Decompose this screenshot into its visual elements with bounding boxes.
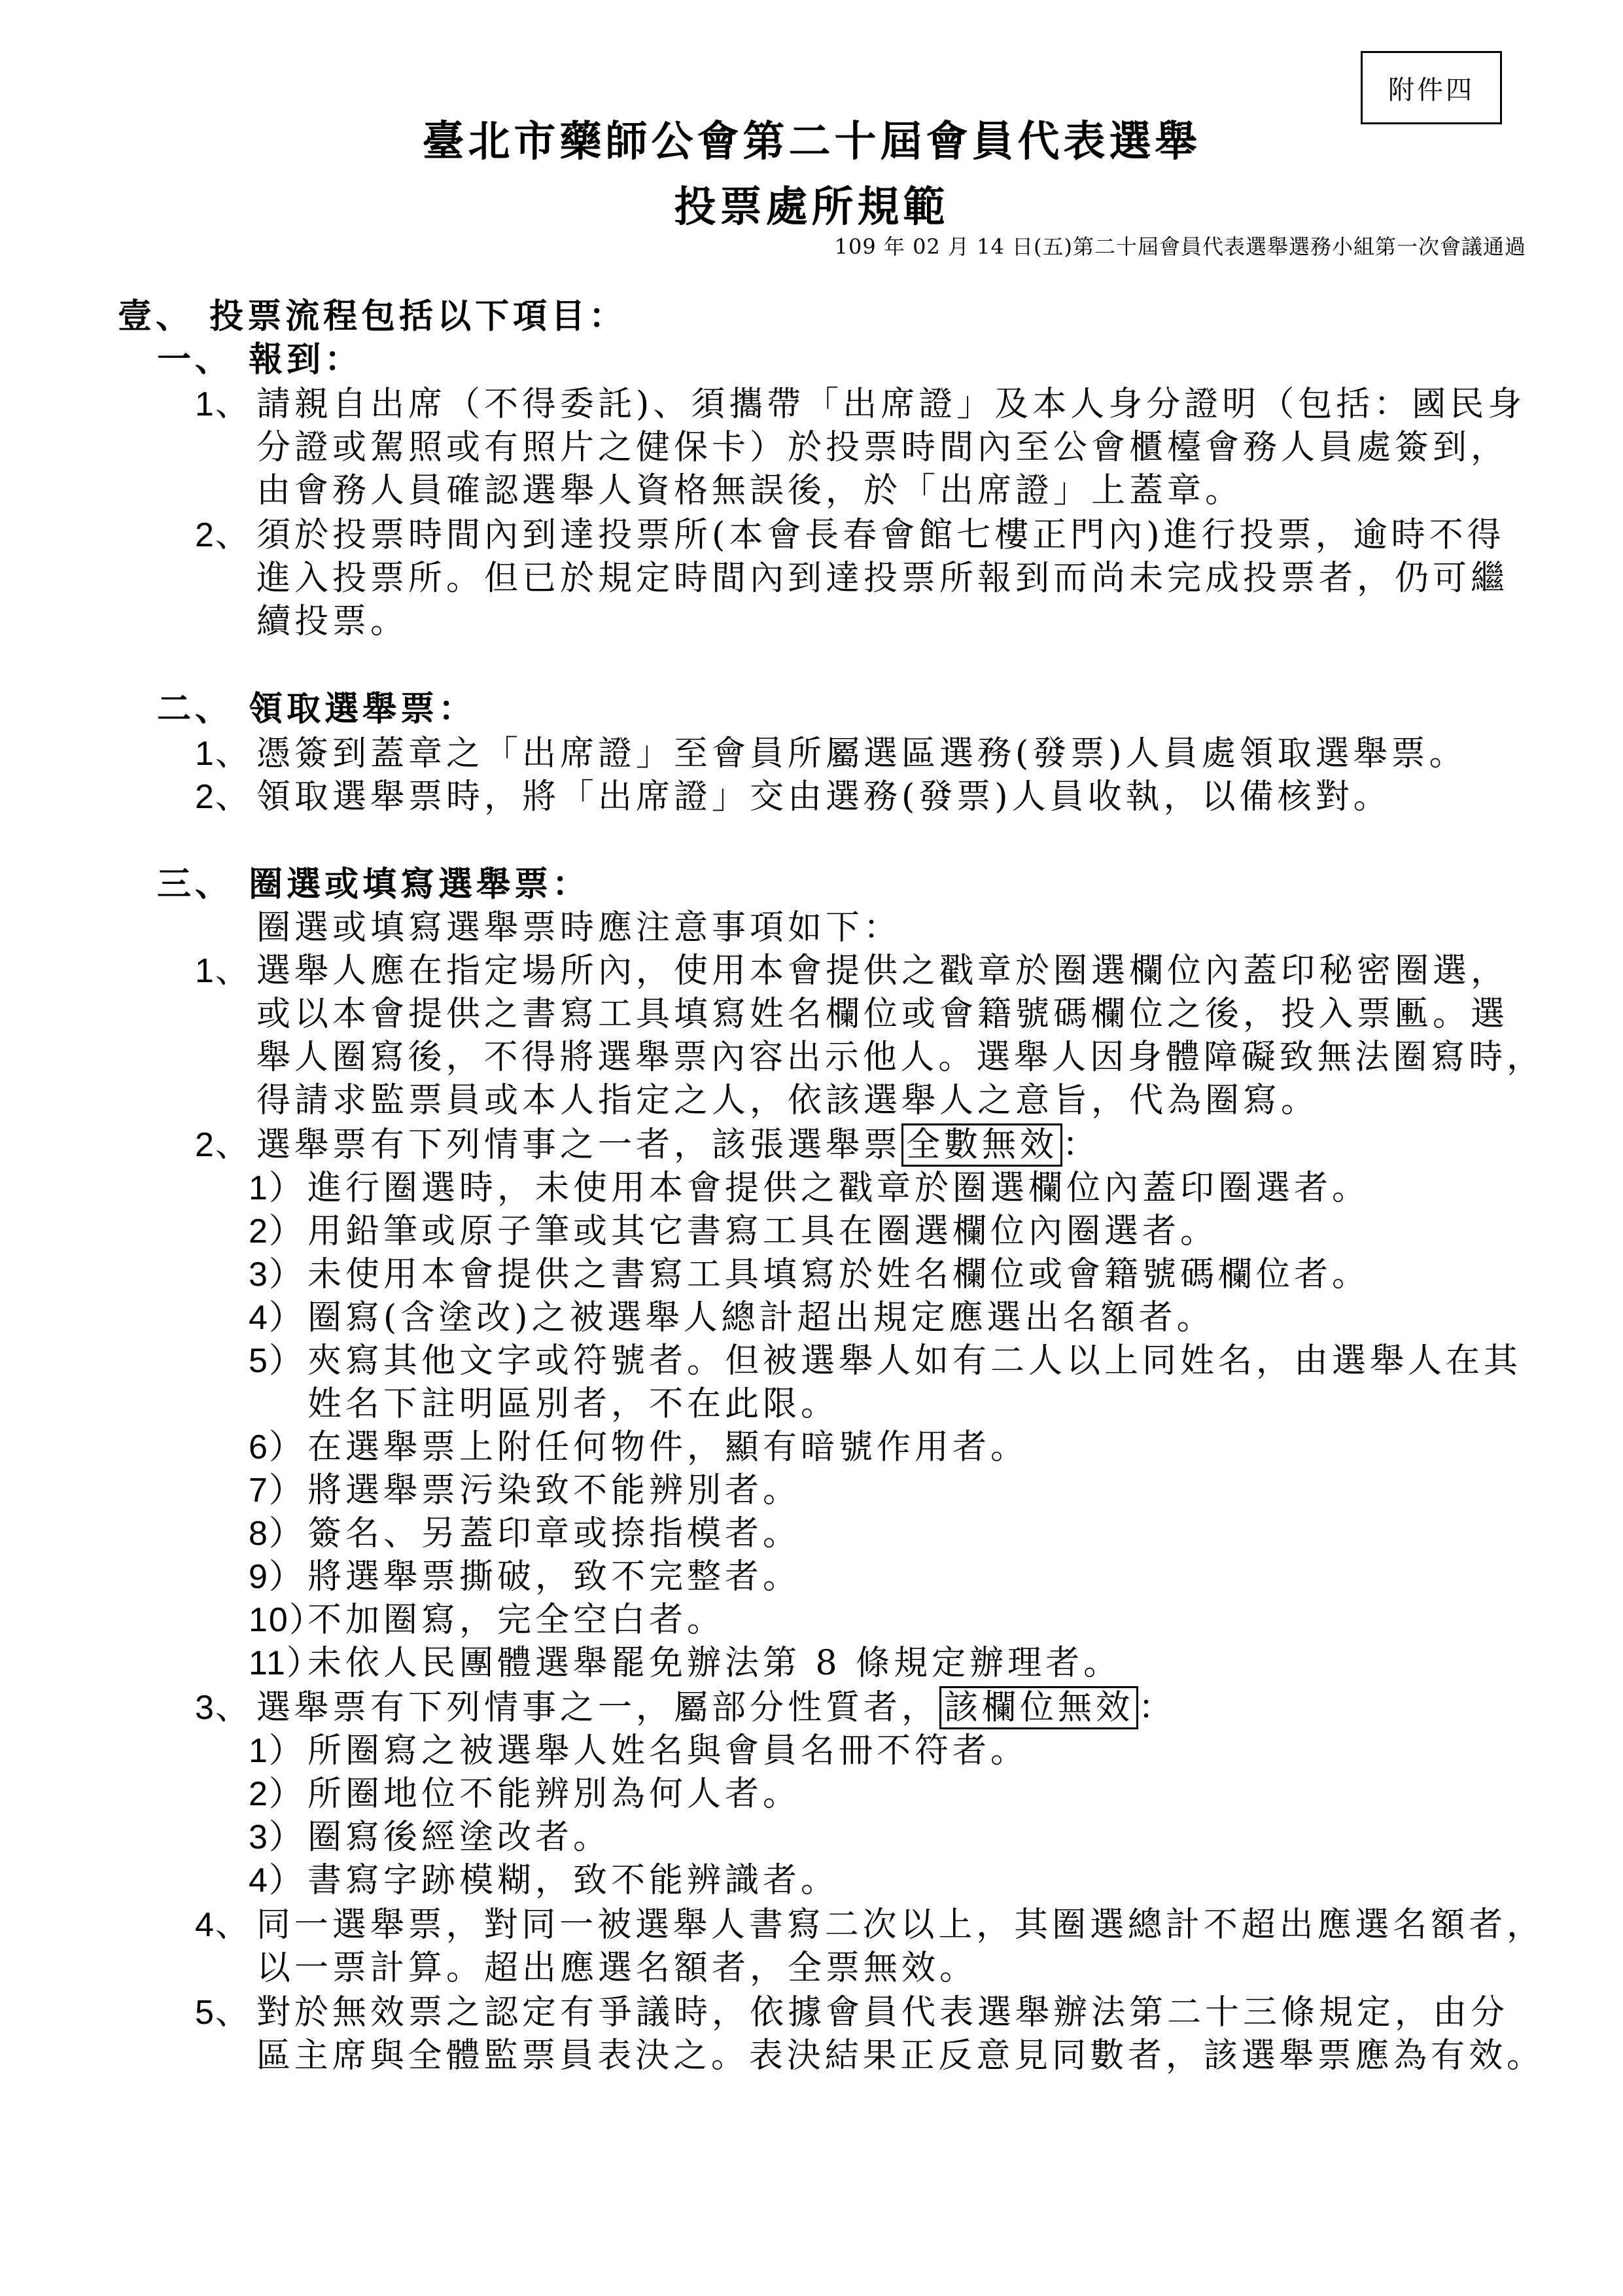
section-1-heading: 一、 報到： <box>157 340 363 380</box>
s3-item-2-text <box>256 1124 1100 1166</box>
invalid-item-text: 未依人民團體選舉罷免辦法第 8 條規定辦理者。 <box>307 1644 1122 1683</box>
s3-item-3-text <box>256 1687 1176 1729</box>
invalid-item-9 <box>249 1556 801 1598</box>
s3-item-2-pre: 選舉票有下列情事之一者，該張選舉票 <box>256 1125 902 1165</box>
s3-item-1-line-4: 得請求監票員或本人指定之人，依該選舉人之意旨，代為圈寫。 <box>256 1081 1319 1120</box>
invalid-item-8 <box>249 1513 801 1555</box>
s3-item-3-number: 3、 <box>195 1689 251 1727</box>
invalid-item-text: 用鉛筆或原子筆或其它書寫工具在圈選欄位內圈選者。 <box>307 1212 1219 1251</box>
all-invalid-box: 全數無效 <box>901 1123 1062 1167</box>
invalid-item-number: 1） <box>249 1169 304 1207</box>
section-3-heading: 三、 圈選或填寫選舉票： <box>157 865 591 904</box>
invalid-item-text: 姓名下註明區別者，不在此限。 <box>307 1385 839 1424</box>
invalid-item-5 <box>249 1340 1522 1382</box>
invalid-item-text: 進行圈選時，未使用本會提供之戳章於圈選欄位內蓋印圈選者。 <box>307 1169 1370 1208</box>
partial-item-1 <box>249 1730 1028 1772</box>
document-subtitle: 投票處所規範 <box>674 183 949 232</box>
invalid-item-number: 11） <box>249 1644 322 1682</box>
s3-item-5-line-1: 對於無效票之認定有爭議時，依據會員代表選舉辦法第二十三條規定，由分 <box>256 1993 1509 2032</box>
partial-item-4 <box>249 1860 839 1901</box>
s3-item-2-number: 2、 <box>195 1126 251 1164</box>
s1-item-2-line-3: 續投票。 <box>256 602 409 641</box>
partial-item-text: 所圈地位不能辨別為何人者。 <box>307 1775 801 1814</box>
s3-item-3-post: ： <box>1138 1688 1177 1727</box>
invalid-item-2 <box>249 1210 1218 1252</box>
attachment-label: 附件四 <box>1361 51 1502 124</box>
partial-item-number: 3） <box>249 1818 304 1856</box>
s1-item-2-number: 2、 <box>195 516 251 554</box>
section-2-heading: 二、 領取選舉票： <box>157 690 477 729</box>
partial-item-text: 所圈寫之被選舉人姓名與會員名冊不符者。 <box>307 1731 1029 1771</box>
s1-item-2-line-2: 進入投票所。但已於規定時間內到達投票所報到而尚未完成投票者，仍可繼 <box>256 559 1509 598</box>
invalid-item-number: 6） <box>249 1428 304 1466</box>
partial-item-text: 書寫字跡模糊，致不能辨識者。 <box>307 1861 839 1900</box>
invalid-item-number: 4） <box>249 1299 304 1337</box>
invalid-item-number: 5） <box>249 1342 304 1380</box>
invalid-item-number: 3） <box>249 1256 304 1294</box>
s3-item-5-number: 5、 <box>195 1994 251 2032</box>
invalid-item-3 <box>249 1254 1370 1296</box>
s1-item-1-line-2: 分證或駕照或有照片之健保卡）於投票時間內至公會櫃檯會務人員處簽到， <box>256 428 1509 467</box>
invalid-item-text: 不加圈寫，完全空白者。 <box>307 1600 725 1640</box>
partial-item-3 <box>249 1816 611 1858</box>
invalid-item-number: 10） <box>249 1601 324 1639</box>
invalid-item-6 <box>249 1426 1028 1468</box>
invalid-item-text: 未使用本會提供之書寫工具填寫於姓名欄位或會籍號碼欄位者。 <box>307 1255 1370 1294</box>
s3-intro: 圈選或填寫選舉票時應注意事項如下： <box>256 908 902 947</box>
s3-item-1-line-1: 選舉人應在指定場所內，使用本會提供之戳章於圈選欄位內蓋印秘密圈選， <box>256 951 1509 991</box>
invalid-item-text: 簽名、另蓋印章或捺指模者。 <box>307 1514 801 1553</box>
invalid-item-number: 8） <box>249 1515 304 1553</box>
invalid-item-11 <box>249 1642 1121 1684</box>
s1-item-1-line-1: 請親自出席（不得委託)、須攜帶「出席證」及本人身分證明（包括：國民身 <box>256 385 1526 424</box>
s1-item-1-line-3: 由會務人員確認選舉人資格無誤後，於「出席證」上蓋章。 <box>256 471 1244 510</box>
invalid-item-number: 9） <box>249 1558 304 1596</box>
invalid-item-text: 在選舉票上附任何物件，顯有暗號作用者。 <box>307 1428 1029 1467</box>
invalid-item-number: 2） <box>249 1212 304 1250</box>
s2-item-2-number: 2、 <box>195 778 251 816</box>
s3-item-4-line-1: 同一選舉票，對同一被選舉人書寫二次以上，其圈選總計不超出應選名額者， <box>256 1905 1545 1945</box>
s2-item-2-line-1: 領取選舉票時，將「出席證」交由選務(發票)人員收執，以備核對。 <box>256 777 1391 817</box>
invalid-item-5-cont <box>249 1383 839 1425</box>
s2-item-1-line-1: 憑簽到蓋章之「出席證」至會員所屬選區選務(發票)人員處領取選舉票。 <box>256 734 1467 773</box>
invalid-item-text: 圈寫(含塗改)之被選舉人總計超出規定應選出名額者。 <box>307 1298 1215 1337</box>
invalid-item-text: 將選舉票撕破，致不完整者。 <box>307 1557 801 1597</box>
document-title: 臺北市藥師公會第二十屆會員代表選舉 <box>422 118 1201 166</box>
s3-item-4-number: 4、 <box>195 1906 251 1944</box>
s3-item-2-post: ： <box>1062 1125 1101 1165</box>
invalid-item-10 <box>249 1599 725 1641</box>
invalid-item-1 <box>249 1167 1370 1209</box>
partial-item-2 <box>249 1773 801 1815</box>
partial-item-number: 4） <box>249 1862 304 1899</box>
s1-item-2-line-1: 須於投票時間內到達投票所(本會長春會館七樓正門內)進行投票，逾時不得 <box>256 516 1505 555</box>
invalid-item-4 <box>249 1297 1215 1339</box>
invalid-item-number: 7） <box>249 1472 304 1510</box>
invalid-item-7 <box>249 1470 801 1511</box>
partial-item-text: 圈寫後經塗改者。 <box>307 1818 612 1857</box>
s3-item-3-pre: 選舉票有下列情事之一，屬部分性質者， <box>256 1688 940 1727</box>
s3-item-1-number: 1、 <box>195 952 251 990</box>
section-main-heading: 壹、 投票流程包括以下項目： <box>118 297 627 336</box>
partial-item-number: 1） <box>249 1732 304 1770</box>
s3-item-4-line-2: 以一票計算。超出應選名額者，全票無效。 <box>256 1949 978 1988</box>
s3-item-1-line-2: 或以本會提供之書寫工具填寫姓名欄位或會籍號碼欄位之後，投入票匭。選 <box>256 995 1509 1034</box>
partial-item-number: 2） <box>249 1775 304 1813</box>
s2-item-1-number: 1、 <box>195 735 251 773</box>
s3-item-5-line-2: 區主席與全體監票員表決之。表決結果正反意見同數者，該選舉票應為有效。 <box>256 2036 1545 2075</box>
s3-item-1-line-3: 舉人圈寫後，不得將選舉票內容出示他人。選舉人因身體障礙致無法圈寫時， <box>256 1038 1545 1077</box>
field-invalid-box: 該欄位無效 <box>939 1686 1138 1729</box>
invalid-item-text: 夾寫其他文字或符號者。但被選舉人如有二人以上同姓名，由選舉人在其 <box>307 1341 1522 1381</box>
s1-item-1-number: 1、 <box>195 385 251 423</box>
invalid-item-text: 將選舉票污染致不能辨別者。 <box>307 1471 801 1510</box>
approval-note: 109 年 02 月 14 日(五)第二十屆會員代表選舉選務小組第一次會議通過 <box>834 234 1526 259</box>
